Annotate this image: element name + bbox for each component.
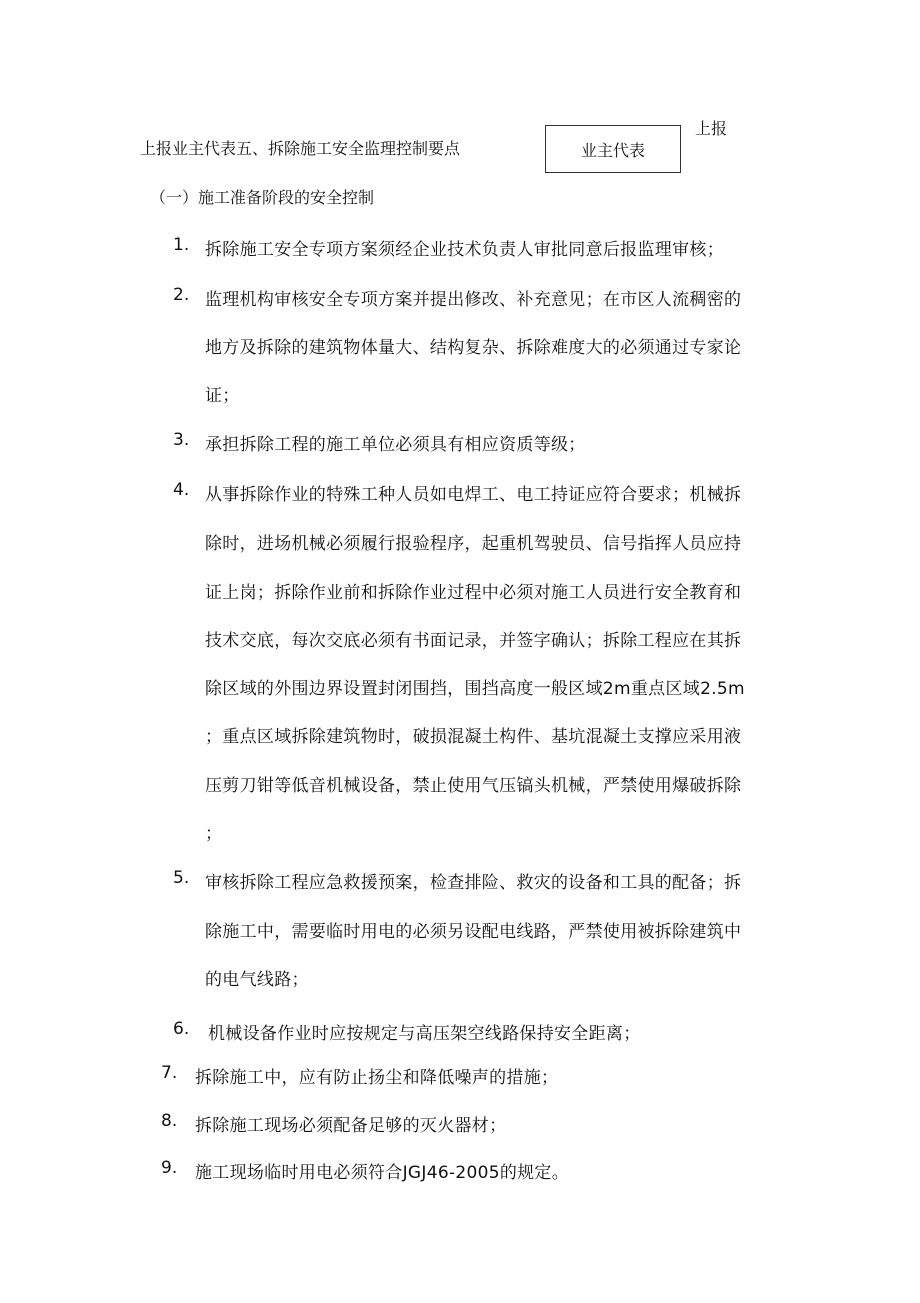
item-text: 除区域的外围边界设置封闭围挡，围挡高度一般区域2m重点区域2.5m bbox=[205, 679, 745, 699]
item-text: 证上岗；拆除作业前和拆除作业过程中必须对施工人员进行安全教育和 bbox=[205, 583, 742, 603]
item-number: 7. bbox=[161, 1063, 178, 1083]
item-text: 地方及拆除的建筑物体量大、结构复杂、拆除难度大的必须通过专家论 bbox=[205, 338, 742, 358]
item-number: 1. bbox=[173, 235, 190, 255]
item-text: 除施工中，需要临时用电的必须另设配电线路，严禁使用被拆除建筑中 bbox=[205, 922, 742, 942]
item-text: 拆除施工中，应有防止扬尘和降低噪声的措施； bbox=[195, 1068, 559, 1088]
item-number: 5. bbox=[173, 868, 190, 888]
item-text: ；重点区域拆除建筑物时，破损混凝土构件、基坑混凝土支撑应采用液 bbox=[205, 727, 742, 747]
item-text: 承担拆除工程的施工单位必须具有相应资质等级； bbox=[205, 435, 586, 455]
section-heading: （一）施工准备阶段的安全控制 bbox=[150, 188, 375, 207]
owner-representative-box bbox=[545, 125, 681, 173]
item-text: 压剪刀钳等低音机械设备，禁止使用气压镐头机械，严禁使用爆破拆除 bbox=[205, 776, 742, 796]
item-number: 2. bbox=[173, 285, 190, 305]
item-number: 9. bbox=[161, 1158, 178, 1178]
item-text: 的电气线路； bbox=[205, 970, 309, 990]
page-title: 上报业主代表五、拆除施工安全监理控制要点 bbox=[140, 139, 461, 158]
item-number: 8. bbox=[161, 1111, 178, 1131]
item-number: 3. bbox=[173, 430, 190, 450]
item-text: ； bbox=[205, 824, 223, 844]
item-number: 6. bbox=[173, 1019, 190, 1039]
item-text: 拆除施工安全专项方案须经企业技术负责人审批同意后报监理审核； bbox=[205, 240, 724, 260]
item-text: 机械设备作业时应按规定与高压架空线路保持安全距离； bbox=[208, 1024, 641, 1044]
item-text: 拆除施工现场必须配备足够的灭火器材； bbox=[195, 1116, 507, 1136]
item-text: 除时，进场机械必须履行报验程序，起重机驾驶员、信号指挥人员应持 bbox=[205, 534, 742, 554]
item-text: 证； bbox=[205, 386, 240, 406]
item-text: 监理机构审核安全专项方案并提出修改、补充意见；在市区人流稠密的 bbox=[205, 290, 742, 310]
item-text: 施工现场临时用电必须符合JGJ46-2005的规定。 bbox=[195, 1163, 570, 1183]
box-label: 业主代表 bbox=[580, 140, 645, 160]
item-number: 4. bbox=[173, 480, 190, 500]
item-text: 技术交底，每次交底必须有书面记录，并签字确认；拆除工程应在其拆 bbox=[205, 631, 742, 651]
top-right-text: 上报 bbox=[695, 119, 728, 138]
item-text: 从事拆除作业的特殊工种人员如电焊工、电工持证应符合要求；机械拆 bbox=[205, 485, 742, 505]
item-text: 审核拆除工程应急救援预案，检查排险、救灾的设备和工具的配备；拆 bbox=[205, 873, 742, 893]
